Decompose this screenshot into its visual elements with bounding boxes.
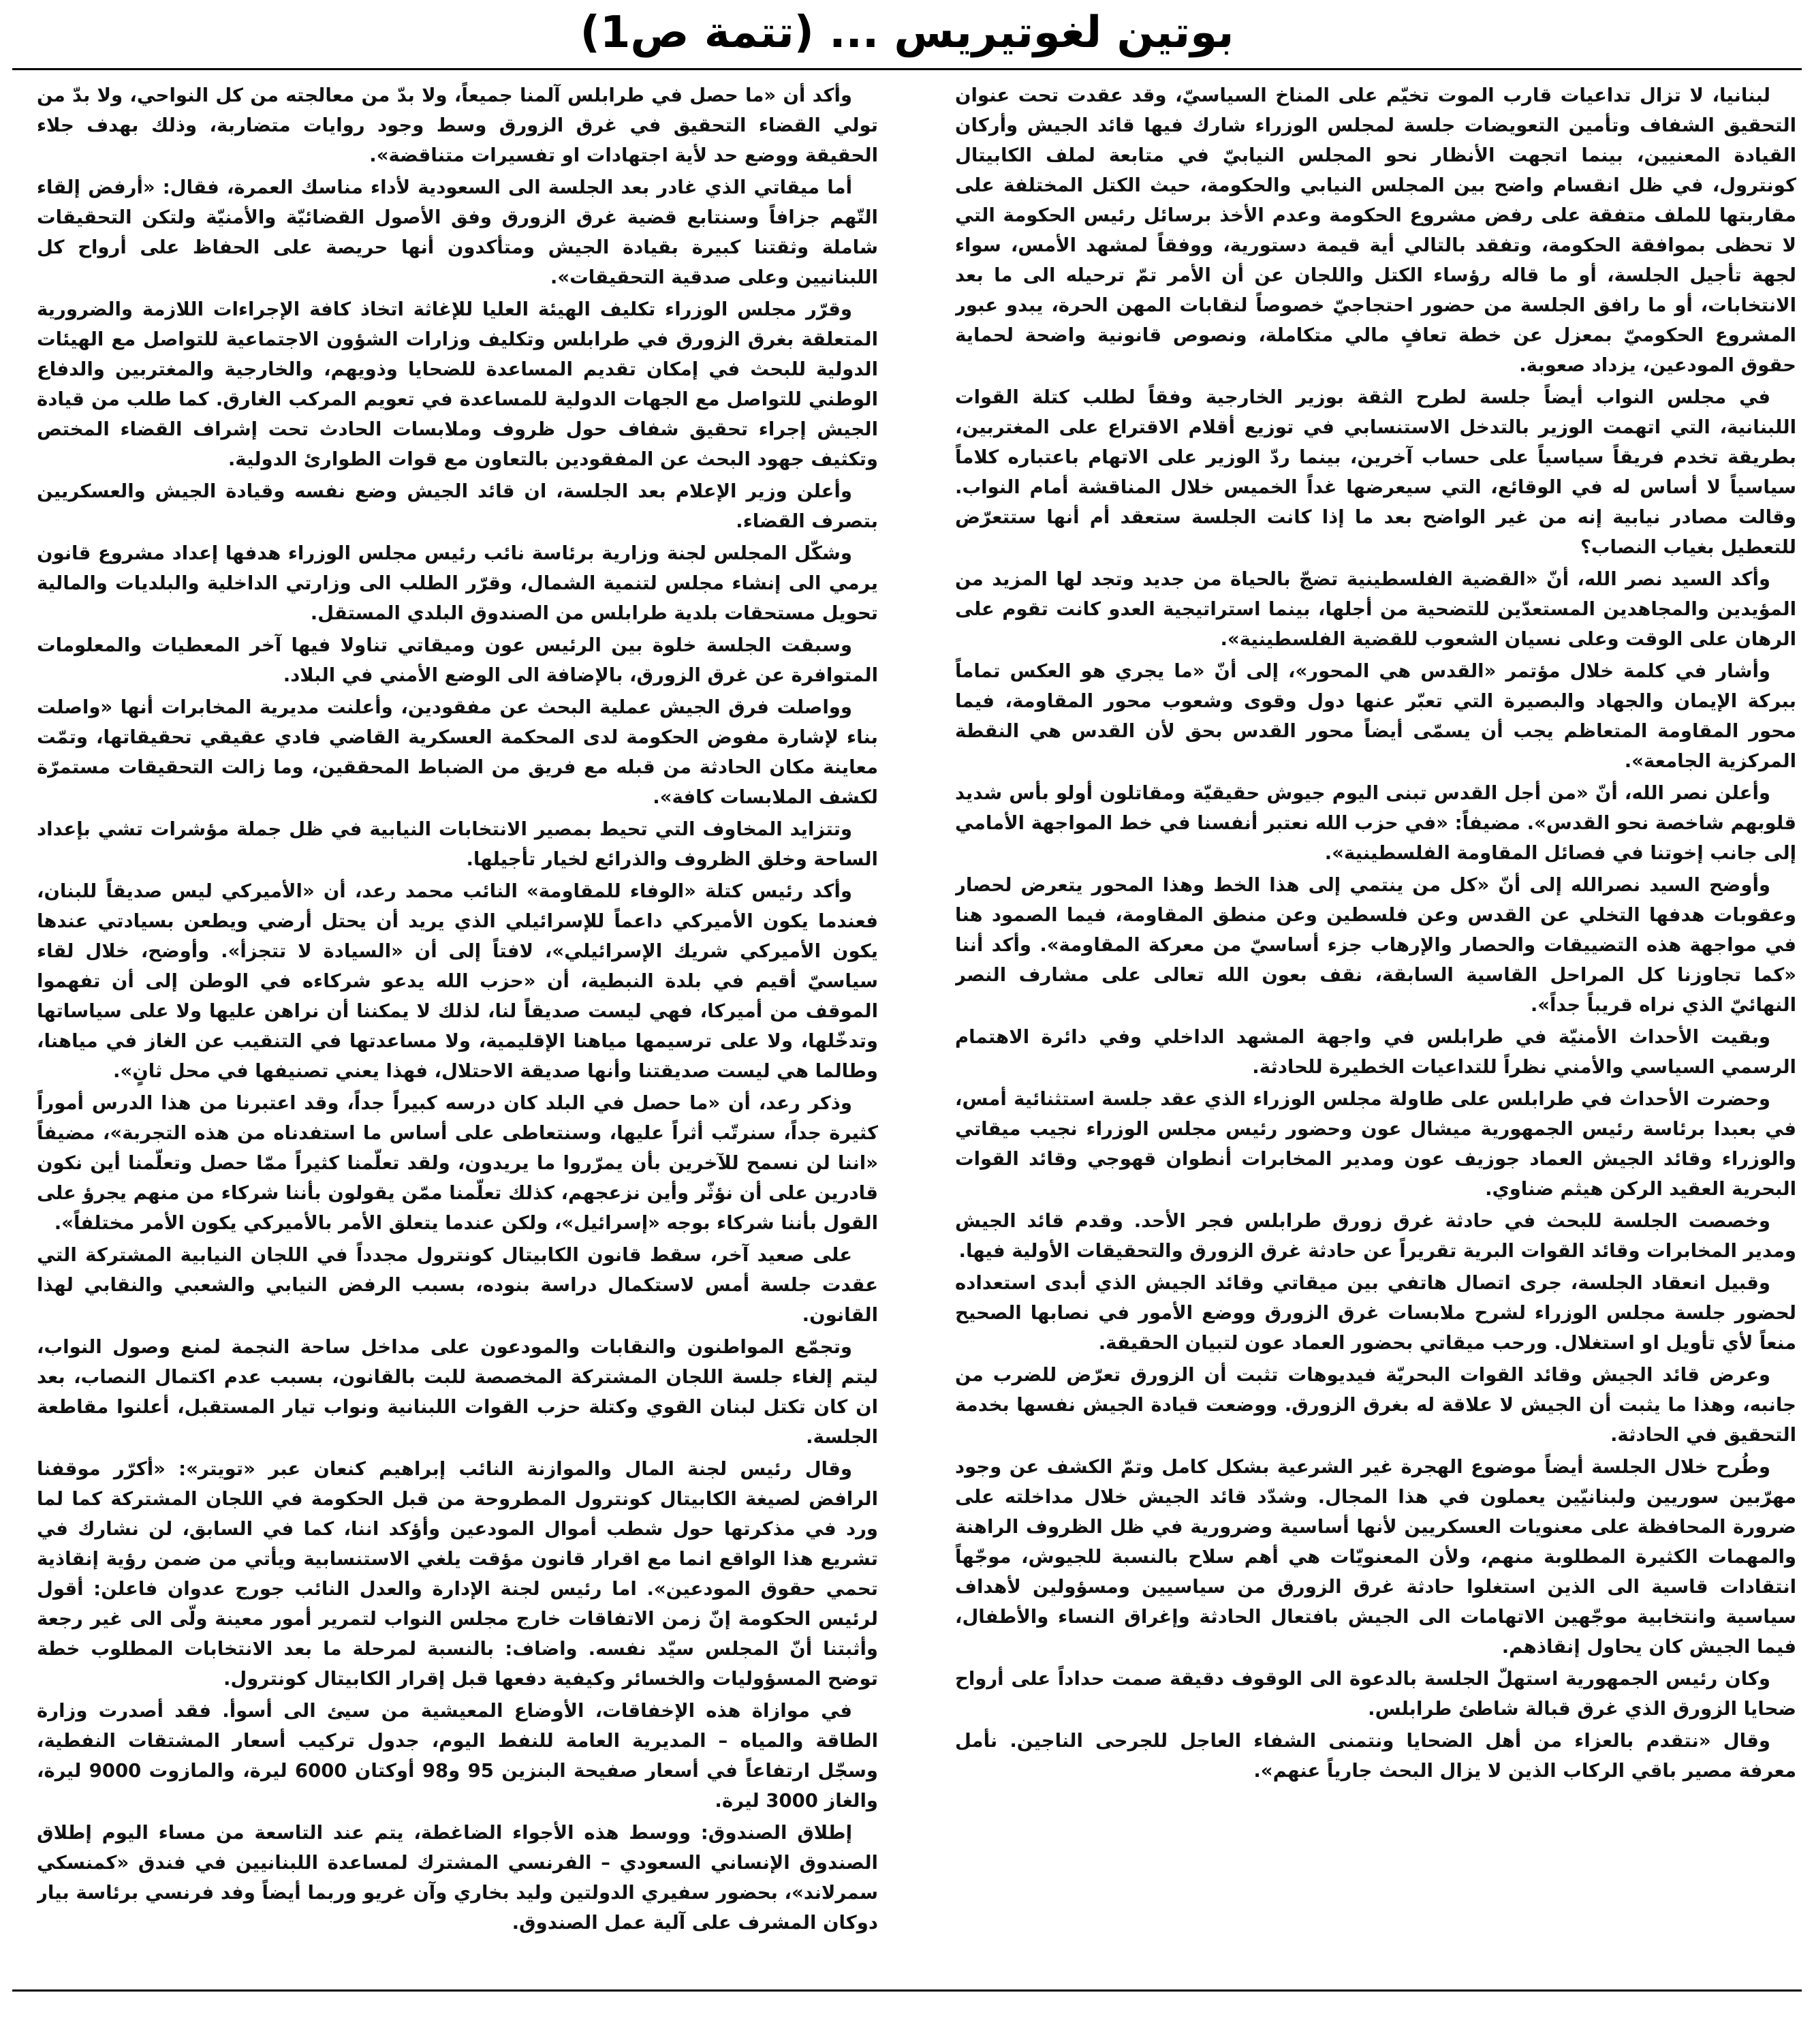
paragraph: وكان رئيس الجمهورية استهلّ الجلسة بالدعوة الى الوقوف دقيقة صمت حداداً على أرواح ضحايا الزورق الذي غرق قبالة شاطئ طرابلس. <box>955 1668 1796 1720</box>
paragraph: في مجلس النواب أيضاً جلسة لطرح الثقة بوزير الخارجية وفقاً لطلب كتلة القوات اللبنانية، التي اتهمت الوزير بالتدخل الاستنسابي في توزيع أقلام الاقتراع على المغتربين، بطريقة تخدم فريقاً سياسياً على حساب آخرين، بينما ردّ الوزير على الاتهام باعتباره كلاماً سياسياً لا أساس له في الوقائع، التي سيعرضها غداً الخميس خلال المناقشة أمام النواب. وقالت مصادر نيابية إنه من غير الواضح بعد ما إذا كانت الجلسة ستعقد أم أنها ستتعرّض للتعطيل بغياب النصاب؟ <box>955 386 1796 558</box>
paragraph: وقال «نتقدم بالعزاء من أهل الضحايا ونتمنى الشفاء العاجل للجرحى الناجين. نأمل معرفة مصير باقي الركاب الذين لا يزال البحث جارياً عنهم». <box>955 1730 1796 1782</box>
paragraph: على صعيد آخر، سقط قانون الكابيتال كونترول مجدداً في اللجان النيابية المشتركة التي عقدت جلسة أمس لاستكمال دراسة بنوده، بسبب الرفض النيابي والشعبي والنقابي لهذا القانون. <box>37 1244 878 1326</box>
paragraph: وأكد السيد نصر الله، أنّ «القضية الفلسطينية تضجّ بالحياة من جديد وتجد لها المزيد من المؤيدين والمجاهدين المستعدّين للتضحية من أجلها، بينما استراتيجية العدو كانت تقوم على الرهان على الوقت وعلى نسيان الشعوب للقضية الفلسطينية». <box>955 568 1796 650</box>
paragraph: أما ميقاتي الذي غادر بعد الجلسة الى السعودية لأداء مناسك العمرة، فقال: «أرفض إلقاء التّهم جزافاً وسنتابع قضية غرق الزورق وفق الأصول القضائيّة والأمنيّة ولتكن التحقيقات شاملة وثقتنا كبيرة بقيادة الجيش ومتأكدون أنها حريصة على الحفاظ على أرواح كل اللبنانيين وعلى صدقية التحقيقات». <box>37 176 878 288</box>
paragraph: وأكد أن «ما حصل في طرابلس آلمنا جميعاً، ولا بدّ من معالجته من كل النواحي، ولا بدّ من تولي القضاء التحقيق في غرق الزورق وسط وجود روايات متضاربة، وذلك بهدف جلاء الحقيقة ووضع حد لأية اجتهادات او تفسيرات متناقضة». <box>37 84 878 166</box>
paragraph: وشكّل المجلس لجنة وزارية برئاسة نائب رئيس مجلس الوزراء هدفها إعداد مشروع قانون يرمي الى إنشاء مجلس لتنمية الشمال، وقرّر الطلب الى وزارتي الداخلية والبلديات والمالية تحويل مستحقات بلدية طرابلس من الصندوق البلدي المستقل. <box>37 542 878 624</box>
paragraph: وعرض قائد الجيش وقائد القوات البحريّة فيديوهات تثبت أن الزورق تعرّض للضرب من جانبه، وهذا ما يثبت أن الجيش لا علاقة له بغرق الزورق. ووضعت قيادة الجيش نفسها بخدمة التحقيق في الحادثة. <box>955 1364 1796 1446</box>
paragraph: وقال رئيس لجنة المال والموازنة النائب إبراهيم كنعان عبر «تويتر»: «أكرّر موقفنا الرافض لصيغة الكابيتال كونترول المطروحة من قبل الحكومة في اللجان المشتركة كما لما ورد في مذكرتها حول شطب أموال المودعين وأؤكد اننا، كما في السابق، لن نشارك في تشريع هذا الواقع انما مع اقرار قانون مؤقت يلغي الاستنسابية ويأتي من ضمن رؤية إنقاذية تحمي حقوق المودعين». اما رئيس لجنة الإدارة والعدل النائب جورج عدوان فاعلن: أقول لرئيس الحكومة إنّ زمن الاتفاقات خارج مجلس النواب لتمرير أمور معينة ولّى الى غير رجعة وأثبتنا أنّ المجلس سيّد نفسه. واضاف: بالنسبة لمرحلة ما بعد الانتخابات المطلوب خطة توضح المسؤوليات والخسائر وكيفية دفعها قبل إقرار الكابيتال كونترول. <box>37 1458 878 1690</box>
paragraph: وبقيت الأحداث الأمنيّة في طرابلس في واجهة المشهد الداخلي وفي دائرة الاهتمام الرسمي السياسي والأمني نظراً للتداعيات الخطيرة للحادثة. <box>955 1026 1796 1078</box>
paragraph: وخصصت الجلسة للبحث في حادثة غرق زورق طرابلس فجر الأحد. وقدم قائد الجيش ومدير المخابرات وقائد القوات البرية تقريراً عن حادثة غرق الزورق والتحقيقات الأولية فيها. <box>955 1210 1796 1262</box>
footer-divider <box>12 1989 1802 1992</box>
paragraph: وأوضح السيد نصرالله إلى أنّ «كل من ينتمي إلى هذا الخط وهذا المحور يتعرض لحصار وعقوبات هدفها التخلي عن القدس وعن فلسطين وعن منطق المقاومة، فيما الصمود هنا في مواجهة هذه التضييقات والحصار والإرهاب جزء أساسيّ من معركة المقاومة». وأكد أننا «كما تجاوزنا كل المراحل القاسية السابقة، نقف بعون الله تعالى على مشارف النصر النهائيّ الذي نراه قريباً جداً». <box>955 874 1796 1016</box>
paragraph: وأعلن نصر الله، أنّ «من أجل القدس تبنى اليوم جيوش حقيقيّة ومقاتلون أولو بأس شديد قلوبهم شاخصة نحو القدس». مضيفاً: «في حزب الله نعتبر أنفسنا في خط المواجهة الأمامي إلى جانب إخوتنا في فصائل المقاومة الفلسطينية». <box>955 782 1796 864</box>
headline-divider <box>12 68 1802 70</box>
paragraph: إطلاق الصندوق: ووسط هذه الأجواء الضاغطة، يتم عند التاسعة من مساء اليوم إطلاق الصندوق الإنساني السعودي – الفرنسي المشترك لمساعدة اللبنانيين في فندق «كمنسكي سمرلاند»، بحضور سفيري الدولتين وليد بخاري وآن غريو وربما أيضاً وفد فرنسي برئاسة بيار دوكان المشرف على آلية عمل الصندوق. <box>37 1822 878 1934</box>
paragraph: وذكر رعد، أن «ما حصل في البلد كان درسه كبيراً جداً، وقد اعتبرنا من هذا الدرس أموراً كثيرة جداً، سنرتّب أثراً عليها، وسنتعاطى على أساس ما استفدناه من هذه التجربة»، مضيفاً «اننا لن نسمح للآخرين بأن يمرّروا ما يريدون، ولقد تعلّمنا كثيراً ممّا حصل وتعلّمنا أين نكون قادرين على أن نؤثّر وأين نزعجهم، كذلك تعلّمنا ممّن يقولون بأننا شركاء من منهم يجرؤ على القول بأننا شركاء بوجه «إسرائيل»، ولكن عندما يتعلق الأمر بالأميركي يكون الأمر مختلفاً». <box>37 1092 878 1234</box>
paragraph: وقبيل انعقاد الجلسة، جرى اتصال هاتفي بين ميقاتي وقائد الجيش الذي أبدى استعداده لحضور جلسة مجلس الوزراء لشرح ملابسات غرق الزورق ووضع الأمور في نصابها الصحيح منعاً لأي تأويل او استغلال. ورحب ميقاتي بحضور العماد عون لتبيان الحقيقة. <box>955 1272 1796 1354</box>
paragraph: وتجمّع المواطنون والنقابات والمودعون على مداخل ساحة النجمة لمنع وصول النواب، ليتم إلغاء جلسة اللجان المشتركة المخصصة للبت بالقانون، بسبب عدم اكتمال النصاب، بعد ان كان تكتل لبنان القوي وكتلة حزب القوات اللبنانية ونواب تيار المستقبل، أعلنوا مقاطعة الجلسة. <box>37 1336 878 1448</box>
paragraph: وحضرت الأحداث في طرابلس على طاولة مجلس الوزراء الذي عقد جلسة استثنائية أمس، في بعبدا برئاسة رئيس الجمهورية ميشال عون وحضور رئيس مجلس الوزراء نجيب ميقاتي والوزراء وقائد الجيش العماد جوزيف عون ومدير المخابرات أنطوان قهوجي وقائد القوات البحرية العقيد الركن هيثم ضناوي. <box>955 1088 1796 1200</box>
paragraph: وطُرح خلال الجلسة أيضاً موضوع الهجرة غير الشرعية بشكل كامل وتمّ الكشف عن وجود مهرّبين سوريين ولبنانيّين يعملون في هذا المجال. وشدّد قائد الجيش خلال مداخلته على ضرورة المحافظة على معنويات العسكريين لأنها أساسية وضرورية في ظل الظروف الراهنة والمهمات الكثيرة المطلوبة منهم، ولأن المعنويّات هي أهم سلاح بالنسبة للجيوش، موجّهاً انتقادات قاسية الى الذين استغلوا حادثة غرق الزورق من سياسيين ومسؤولين لأهداف سياسية وانتخابية موجّهين الاتهامات الى الجيش بافتعال الحادثة وإغراق النساء والأطفال، فيما الجيش كان يحاول إنقاذهم. <box>955 1456 1796 1658</box>
paragraph: وقرّر مجلس الوزراء تكليف الهيئة العليا للإغاثة اتخاذ كافة الإجراءات اللازمة والضرورية المتعلقة بغرق الزورق في طرابلس وتكليف وزارات الشؤون الاجتماعية للتواصل مع الهيئات الدولية للبحث في إمكان تقديم المساعدة للضحايا وذويهم، والخارجية والمغتربين والدفاع الوطني للتواصل مع الجهات الدولية للمساعدة في تعويم المركب الغارق. كما طلب من قيادة الجيش إجراء تحقيق شفاف حول ظروف وملابسات الحادث تحت إشراف القضاء المختص وتكثيف جهود البحث عن المفقودين بالتعاون مع قوات الطوارئ الدولية. <box>37 298 878 470</box>
paragraph: وواصلت فرق الجيش عملية البحث عن مفقودين، وأعلنت مديرية المخابرات أنها «واصلت بناء لإشارة مفوض الحكومة لدى المحكمة العسكرية القاضي فادي عقيقي تحقيقاتها، وتمّت معاينة مكان الحادثة من قبله مع فريق من الضباط المحققين، وما زالت التحقيقات مستمرّة لكشف الملابسات كافة». <box>37 696 878 808</box>
article-column-left <box>37 80 878 1981</box>
paragraph: وتتزايد المخاوف التي تحيط بمصير الانتخابات النيابية في ظل جملة مؤشرات تشي بإعداد الساحة وخلق الظروف والذرائع لخيار تأجيلها. <box>37 818 878 870</box>
article-column-right <box>955 80 1796 1981</box>
paragraph: لبنانيا، لا تزال تداعيات قارب الموت تخيّم على المناخ السياسيّ، وقد عقدت تحت عنوان التحقيق الشفاف وتأمين التعويضات جلسة لمجلس الوزراء شارك فيها قائد الجيش وأركان القيادة المعنيين، بينما اتجهت الأنظار نحو المجلس النيابيّ في متابعة لملف الكابيتال كونترول، في ظل انقسام واضح بين المجلس النيابي والحكومة، حيث الكتل المختلفة على مقاربتها للملف متفقة على رفض مشروع الحكومة وعدم الأخذ برسائل رئيس الحكومة التي لا تحظى بموافقة الحكومة، وتفقد بالتالي أية قيمة دستورية، ووفقاً لمشهد الأمس، سواء لجهة تأجيل الجلسة، أو ما قاله رؤساء الكتل واللجان عن أن الأمر تمّ ترحيله الى ما بعد الانتخابات، أو ما رافق الجلسة من حضور احتجاجيّ خصوصاً لنقابات المهن الحرة، يبدو عبور المشروع الحكوميّ بمعزل عن خطة تعافٍ مالي متكاملة، ونصوص قانونية واضحة لحماية حقوق المودعين، يزداد صعوبة. <box>955 84 1796 376</box>
paragraph: وأشار في كلمة خلال مؤتمر «القدس هي المحور»، إلى أنّ «ما يجري هو العكس تماماً ببركة الإيمان والجهاد والبصيرة التي تعبّر عنها دول وقوى وشعوب محور المقاومة، فيما محور المقاومة المتعاظم يجب أن يسمّى أيضاً محور القدس بحق لأن القدس هي النقطة المركزية الجامعة». <box>955 660 1796 772</box>
paragraph: وأكد رئيس كتلة «الوفاء للمقاومة» النائب محمد رعد، أن «الأميركي ليس صديقاً للبنان، فعندما يكون الأميركي داعماً للإسرائيلي الذي يريد أن يحتل أرضي ويطعن بسيادتي عندها يكون الأميركي شريك الإسرائيلي»، لافتاً إلى أن «السيادة لا تتجزأ». وأوضح، خلال لقاء سياسيّ أقيم في بلدة النبطية، أن «حزب الله يدعو شركاءه في الوطن إلى أن تفهموا الموقف من أميركا، فهي ليست صديقاً لنا، لذلك لا يمكننا أن نراهن عليها ولا على سياساتها وتدخّلها، ولا على ترسيمها مياهنا الإقليمية، ولا مساعدتها في التنقيب عن الغاز في مياهنا، وطالما هي ليست صديقتنا وأنها صديقة الاحتلال، فهذا يعني تصنيفها في محل ثانٍ». <box>37 880 878 1082</box>
paragraph: وأعلن وزير الإعلام بعد الجلسة، ان قائد الجيش وضع نفسه وقيادة الجيش والعسكريين بتصرف القضاء. <box>37 480 878 532</box>
paragraph: في موازاة هذه الإخفاقات، الأوضاع المعيشية من سيئ الى أسوأ. فقد أصدرت وزارة الطاقة والمياه – المديرية العامة للنفط اليوم، جدول تركيب أسعار المشتقات النفطية، وسجّل ارتفاعاً في أسعار صفيحة البنزين 95 و98 أوكتان 6000 ليرة، والمازوت 9000 ليرة، والغاز 3000 ليرة. <box>37 1700 878 1812</box>
page-headline: بوتين لغوتيريس ... (تتمة ص1) <box>580 7 1234 58</box>
paragraph: وسبقت الجلسة خلوة بين الرئيس عون وميقاتي تناولا فيها آخر المعطيات والمعلومات المتوافرة عن غرق الزورق، بالإضافة الى الوضع الأمني في البلاد. <box>37 634 878 686</box>
